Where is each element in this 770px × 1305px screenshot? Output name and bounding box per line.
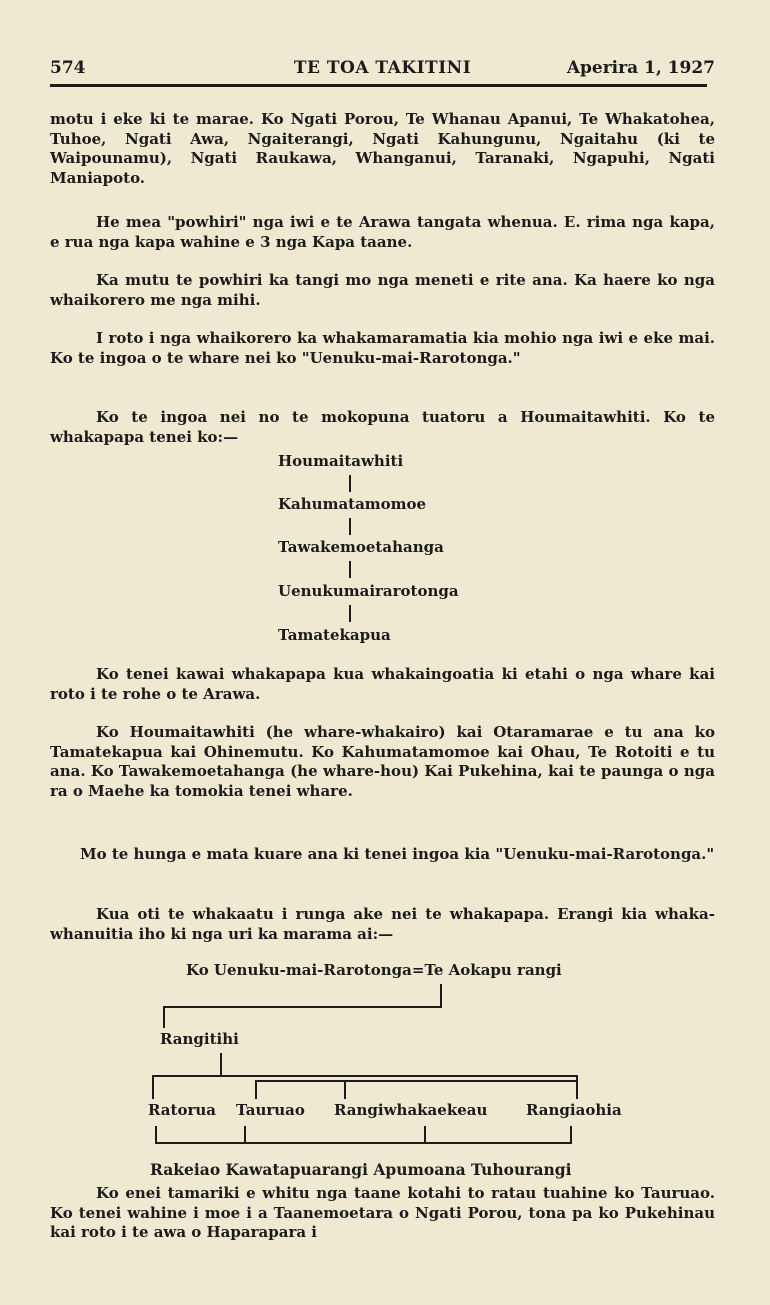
genealogy-name: Kahumatamomoe	[278, 495, 427, 513]
journal-title: TE TOA TAKITINI	[293, 58, 472, 78]
genealogy-connector	[255, 1080, 257, 1099]
genealogy-connector	[152, 1075, 154, 1099]
header-rule	[50, 84, 707, 87]
genealogy-child: Rangiwhakaekeau	[334, 1101, 488, 1119]
genealogy-name: Houmaitawhiti	[278, 452, 404, 470]
genealogy-connector	[163, 1006, 442, 1008]
paragraph-4: I roto i nga whaikorero ka whakamaramatia kia mohio nga iwi e eke mai. Ko te ingoa o te whare nei ko "Uenuku-mai-Rarotonga."	[50, 329, 715, 367]
genealogy-top-couple: Ko Uenuku-mai-Rarotonga=Te Aokapu rangi	[186, 961, 562, 979]
genealogy-child: Rangiaohia	[526, 1101, 622, 1119]
paragraph-3: Ka mutu te powhiri ka tangi mo nga meneti e rite ana. Ka haere ko nga whaikorero me nga mihi.	[50, 271, 715, 309]
page-header	[50, 58, 715, 82]
genealogy-name: Tamatekapua	[278, 626, 391, 644]
genealogy-connector	[220, 1053, 222, 1075]
genealogy-connector	[163, 1006, 165, 1028]
genealogy-connector	[349, 518, 351, 535]
genealogy-connector	[349, 561, 351, 578]
genealogy-connector	[344, 1080, 346, 1099]
paragraph-2: He mea "powhiri" nga iwi e te Arawa tangata whenua. E. rima nga kapa, e rua nga kapa wahine e 3 nga Kapa taane.	[50, 213, 715, 251]
genealogy-child: Ratorua	[148, 1101, 216, 1119]
genealogy-middle-name: Rangitihi	[160, 1030, 239, 1048]
paragraph-5: Ko te ingoa nei no te mokopuna tuatoru a Houmaitawhiti. Ko te whakapapa tenei ko:—	[50, 408, 715, 446]
paragraph-1: motu i eke ki te marae. Ko Ngati Porou, Te Whanau Apanui, Te Whakatohea, Tuhoe, Ngati Awa, Ngaiterangi, Ngati Kahungunu, Ngaitahu (ki te Waipounamu), Ngati Raukawa, Whanganui, Taranaki, Ngapuhi, Ngati Maniapoto.	[50, 110, 715, 187]
paragraph-6: Ko tenei kawai whakapapa kua whakaingoatia ki etahi o nga whare kai roto i te rohe o te Arawa.	[50, 665, 715, 703]
genealogy-connector	[155, 1142, 572, 1144]
genealogy-child: Tauruao	[236, 1101, 305, 1119]
genealogy-connector	[349, 605, 351, 622]
paragraph-8: Mo te hunga e mata kuare ana ki tenei ingoa kia "Uenuku-mai-Rarotonga."	[80, 845, 715, 863]
paragraph-7: Ko Houmaitawhiti (he whare-whakairo) kai Otaramarae e tu ana ko Tamatekapua kai Ohinemutu. Ko Kahumatamomoe kai Ohau, Te Rotoiti e tu ana. Ko Tawakemoetahanga (he whare-hou) Kai Pukehina, kai te paunga o nga ra o Maehe ka tomokia tenei whare.	[50, 723, 715, 800]
genealogy-name: Uenukumairarotonga	[278, 582, 459, 600]
issue-date: Aperira 1, 1927	[566, 58, 715, 78]
genealogy-connector	[349, 475, 351, 492]
genealogy-connector	[152, 1075, 578, 1077]
genealogy-connector	[576, 1075, 578, 1099]
genealogy-connector	[440, 984, 442, 1008]
genealogy-children-row-2: Rakeiao Kawatapuarangi Apumoana Tuhourangi	[150, 1160, 572, 1179]
paragraph-10: Ko enei tamariki e whitu nga taane kotahi to ratau tuahine ko Tauruao. Ko tenei wahine i moe i a Taanemoetara o Ngati Porou, tona pa ko Pukehinau kai roto i te awa o Haparapara i	[50, 1184, 715, 1241]
genealogy-name: Tawakemoetahanga	[278, 538, 444, 556]
paragraph-9: Kua oti te whakaatu i runga ake nei te whakapapa. Erangi kia whaka-whanuitia iho ki nga uri ka marama ai:—	[50, 905, 715, 943]
page-number: 574	[50, 58, 86, 78]
genealogy-connector	[255, 1080, 578, 1082]
